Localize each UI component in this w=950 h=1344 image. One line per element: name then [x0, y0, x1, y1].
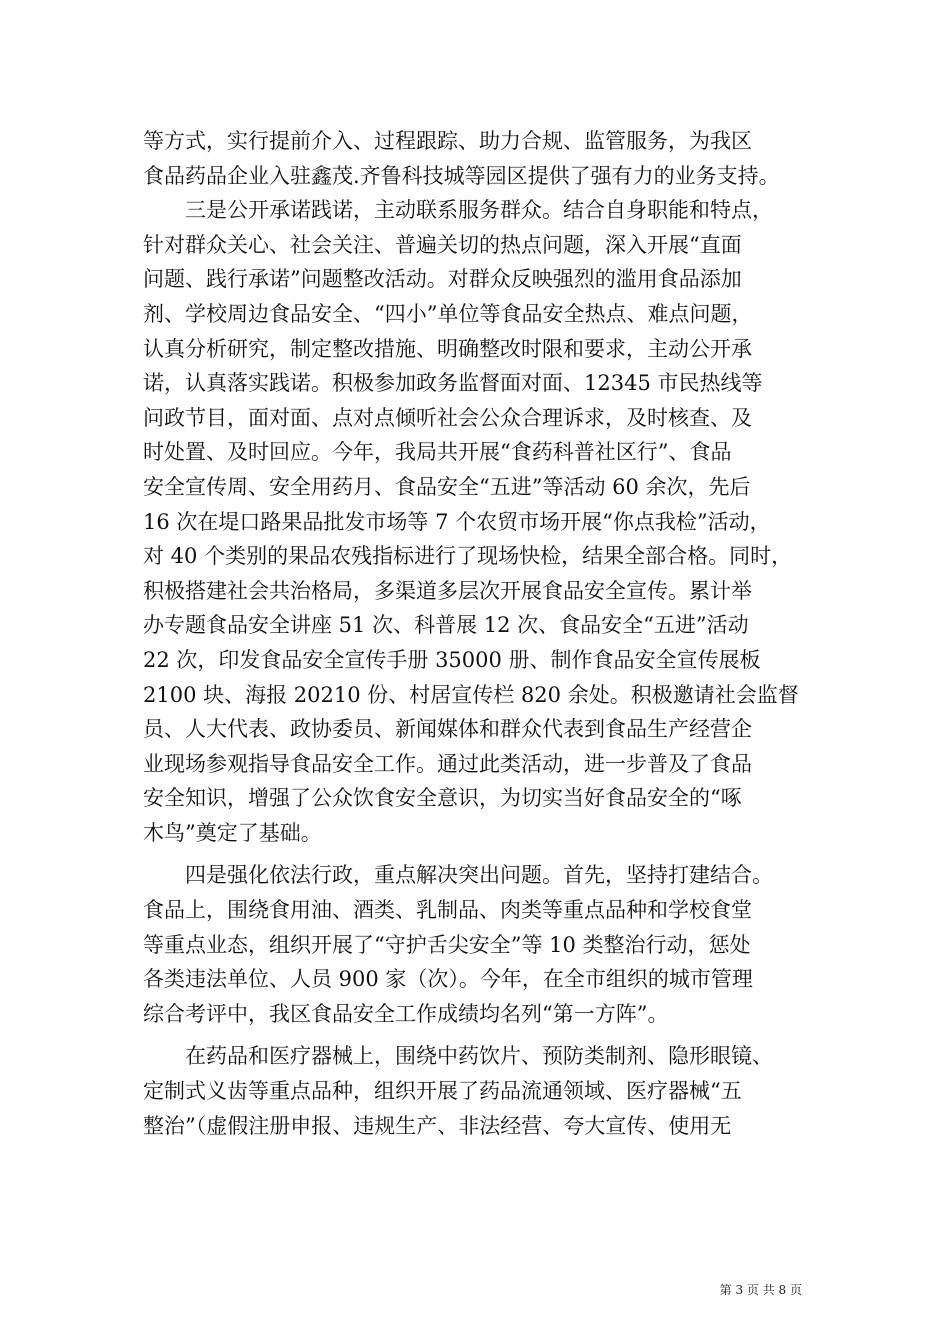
text-line: 22 次，印发食品安全宣传手册 35000 册、制作食品安全宣传展板 — [143, 647, 761, 672]
text-line: 定制式义齿等重点品种，组织开展了药品流通领域、医疗器械“五 — [143, 1079, 742, 1104]
text-line: 等重点业态，组织开展了“守护舌尖安全”等 10 类整治行动，惩处 — [143, 932, 751, 957]
text-line: 员、人大代表、政协委员、新闻媒体和群众代表到食品生产经营企 — [143, 717, 752, 742]
text-line: 安全知识，增强了公众饮食安全意识，为切实当好食品安全的“啄 — [143, 786, 742, 811]
paragraph-start-line: 在药品和医疗器械上，围绕中药饮片、预防类制剂、隐形眼镜、 — [143, 1044, 773, 1069]
text-line: 业现场参观指导食品安全工作。通过此类活动，进一步普及了食品 — [143, 751, 752, 776]
text-line: 办专题食品安全讲座 51 次、科普展 12 次、食品安全“五进”活动 — [143, 613, 749, 638]
paragraph-gap — [143, 1031, 815, 1039]
paragraph-gap — [143, 850, 815, 858]
text-line: 等方式，实行提前介入、过程跟踪、助力合规、监管服务，为我区 — [143, 129, 752, 153]
text-line: 整治”（虚假注册申报、违规生产、非法经营、夸大宣传、使用无 — [143, 1113, 732, 1138]
text-line: 16 次在堤口路果品批发市场等 7 个农贸市场开展“你点我检”活动， — [143, 509, 771, 534]
document-body — [143, 124, 815, 1143]
paragraph-start-line: 四是强化依法行政，重点解决突出问题。首先，坚持打建结合。 — [143, 863, 773, 888]
text-line: 食品药品企业入驻鑫茂.齐鲁科技城等园区提供了强有力的业务支持。 — [143, 163, 780, 188]
text-line: 木鸟”奠定了基础。 — [143, 820, 322, 845]
text-line: 各类违法单位、人员 900 家（次）。今年，在全市组织的城市管理 — [143, 967, 753, 992]
page-number: 第 3 页 共 8 页 — [719, 1283, 802, 1297]
text-line: 剂、学校周边食品安全、“四小”单位等食品安全热点、难点问题， — [143, 301, 753, 326]
text-line: 问政节目，面对面、点对点倾听社会公众合理诉求，及时核查、及 — [143, 405, 752, 430]
text-line: 问题、践行承诺”问题整改活动。对群众反映强烈的滥用食品添加 — [143, 267, 742, 292]
text-line: 针对群众关心、社会关注、普遍关切的热点问题，深入开展“直面 — [143, 232, 742, 257]
text-line: 积极搭建社会共治格局，多渠道多层次开展食品安全宣传。累计举 — [143, 578, 752, 603]
text-line: 对 40 个类别的果品农残指标进行了现场快检，结果全部合格。同时， — [143, 544, 793, 569]
text-line: 2100 块、海报 20210 份、村居宣传栏 820 余处。积极邀请社会监督 — [143, 682, 799, 707]
text-line: 安全宣传周、安全用药月、食品安全“五进”等活动 60 余次，先后 — [143, 474, 751, 499]
text-line: 食品上，围绕食用油、酒类、乳制品、肉类等重点品种和学校食堂 — [143, 898, 752, 923]
text-line: 诺，认真落实践诺。积极参加政务监督面对面、12345 市民热线等 — [143, 371, 763, 396]
paragraph-start-line: 三是公开承诺践诺，主动联系服务群众。结合自身职能和特点， — [143, 198, 773, 223]
text-line: 综合考评中，我区食品安全工作成绩均名列“第一方阵”。 — [143, 1001, 669, 1026]
text-line: 认真分析研究，制定整改措施、明确整改时限和要求，主动公开承 — [143, 336, 752, 361]
text-line: 时处置、及时回应。今年，我局共开展“食药科普社区行”、食品 — [143, 440, 732, 465]
